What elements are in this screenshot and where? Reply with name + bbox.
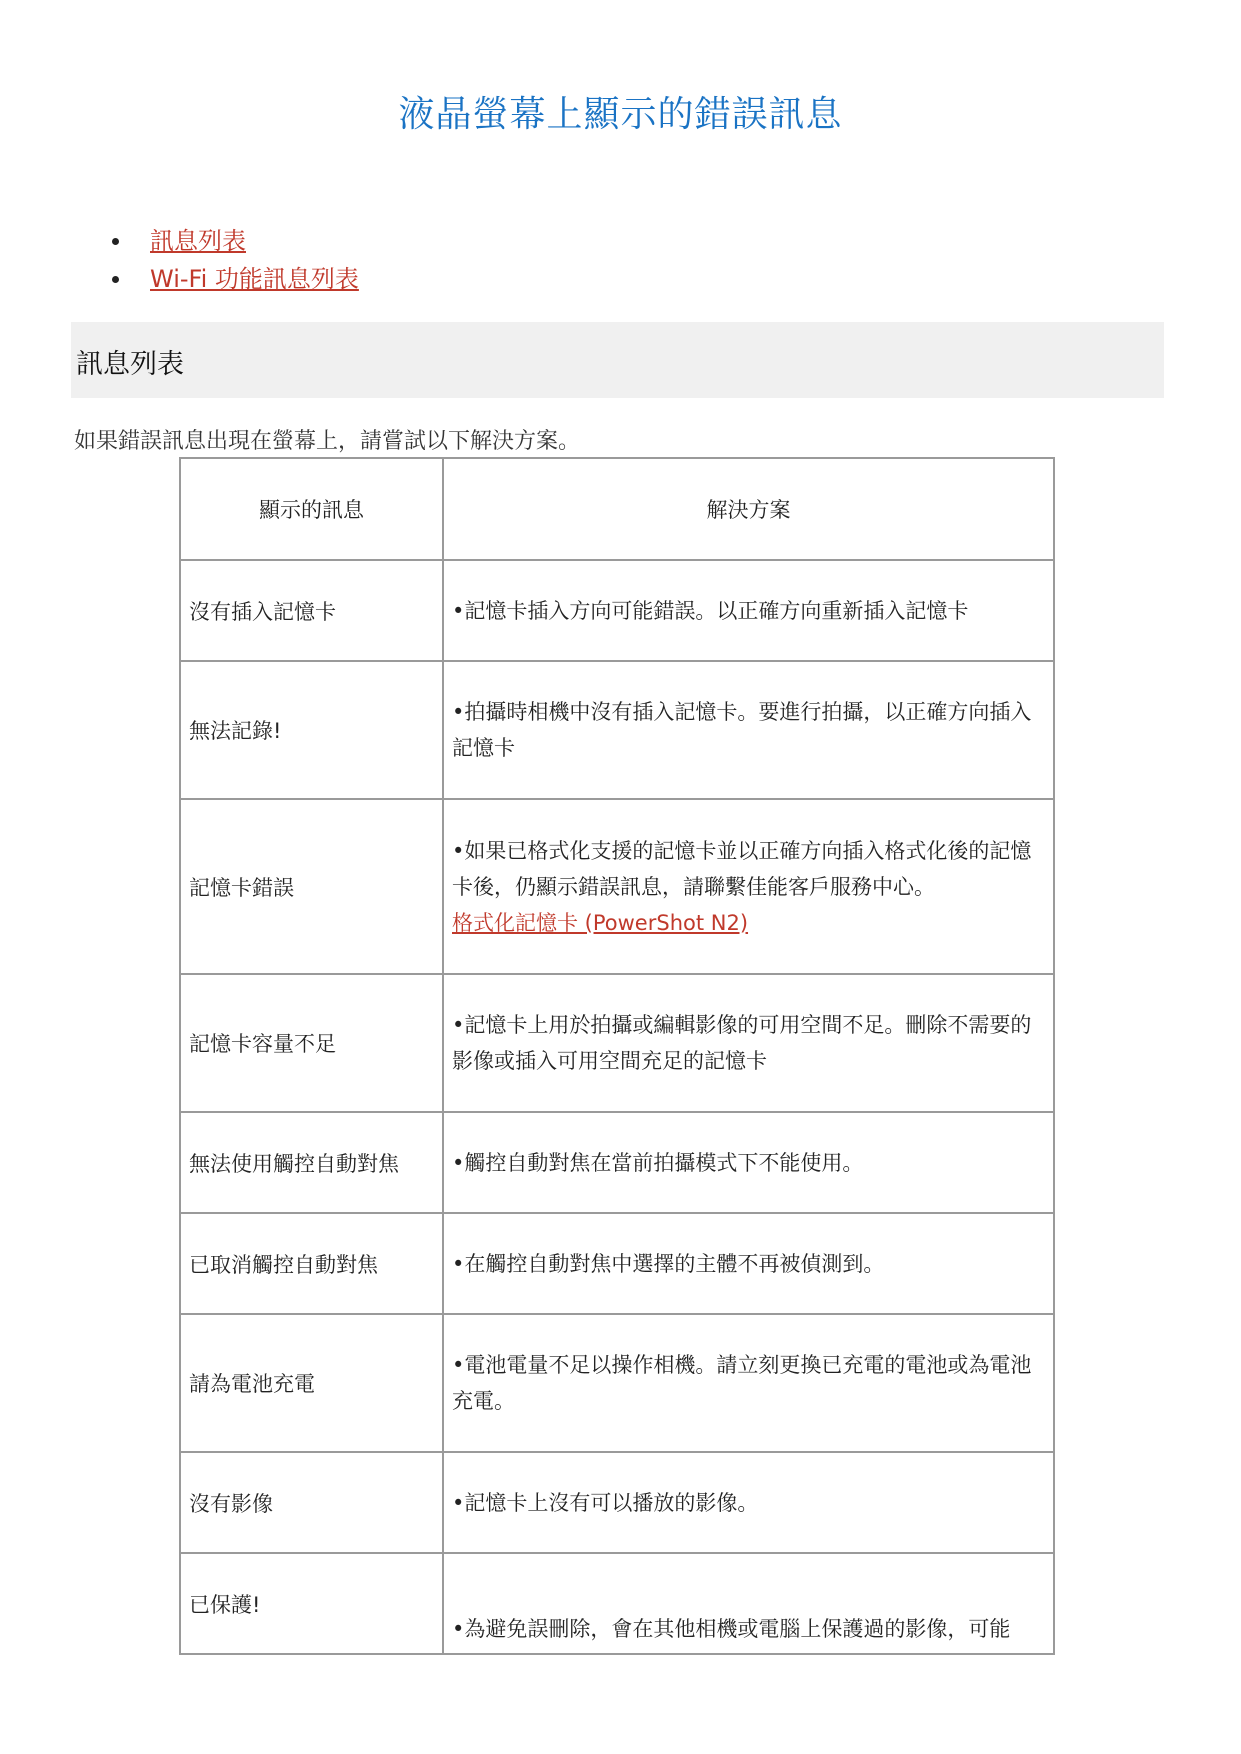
table-row xyxy=(180,1112,1054,1213)
message-cell: 已取消觸控自動對焦 xyxy=(180,1213,443,1314)
solution-cell: •記憶卡上用於拍攝或編輯影像的可用空間不足。刪除不需要的影像或插入可用空間充足的記憶卡 xyxy=(443,974,1054,1112)
table-row xyxy=(180,1314,1054,1452)
section-header xyxy=(71,322,1164,398)
page-title: 液晶螢幕上顯示的錯誤訊息 xyxy=(398,94,843,135)
table-header-row xyxy=(180,458,1054,560)
solution-text: •如果已格式化支援的記憶卡並以正確方向插入格式化後的記憶卡後，仍顯示錯誤訊息，請聯繫佳能客戶服務中心。 xyxy=(452,838,1032,899)
error-message-table xyxy=(179,457,1055,1655)
solution-cell: •記憶卡插入方向可能錯誤。以正確方向重新插入記憶卡 xyxy=(443,560,1054,661)
message-cell: 沒有影像 xyxy=(180,1452,443,1553)
toc-item xyxy=(112,260,359,298)
solution-cell: •拍攝時相機中沒有插入記憶卡。要進行拍攝，以正確方向插入記憶卡 xyxy=(443,661,1054,799)
toc-item xyxy=(112,222,359,260)
column-header-message: 顯示的訊息 xyxy=(180,458,443,560)
table-row xyxy=(180,661,1054,799)
table-of-contents xyxy=(112,222,359,298)
message-cell: 沒有插入記憶卡 xyxy=(180,560,443,661)
message-cell: 請為電池充電 xyxy=(180,1314,443,1452)
message-cell: 記憶卡錯誤 xyxy=(180,799,443,974)
table-row xyxy=(180,799,1054,974)
intro-text: 如果錯誤訊息出現在螢幕上，請嘗試以下解決方案。 xyxy=(74,429,581,454)
message-cell: 已保護! xyxy=(180,1553,443,1654)
table-row xyxy=(180,1553,1054,1654)
message-cell: 記憶卡容量不足 xyxy=(180,974,443,1112)
table-row xyxy=(180,974,1054,1112)
table-row xyxy=(180,1452,1054,1553)
section-title: 訊息列表 xyxy=(76,349,184,380)
table-row xyxy=(180,1213,1054,1314)
column-header-solution: 解決方案 xyxy=(443,458,1054,560)
solution-cell: •觸控自動對焦在當前拍攝模式下不能使用。 xyxy=(443,1112,1054,1213)
solution-cell: •在觸控自動對焦中選擇的主體不再被偵測到。 xyxy=(443,1213,1054,1314)
toc-link-wifi-message-list[interactable]: Wi-Fi 功能訊息列表 xyxy=(150,265,359,293)
format-memory-card-link[interactable]: 格式化記憶卡 (PowerShot N2) xyxy=(452,910,749,935)
message-cell: 無法使用觸控自動對焦 xyxy=(180,1112,443,1213)
message-cell: 無法記錄! xyxy=(180,661,443,799)
bullet-icon xyxy=(112,276,119,283)
toc-link-message-list[interactable]: 訊息列表 xyxy=(150,227,246,255)
solution-cell: •電池電量不足以操作相機。請立刻更換已充電的電池或為電池充電。 xyxy=(443,1314,1054,1452)
table-row xyxy=(180,560,1054,661)
bullet-icon xyxy=(112,238,119,245)
solution-cell: •為避免誤刪除，會在其他相機或電腦上保護過的影像，可能 xyxy=(443,1553,1054,1654)
solution-cell xyxy=(443,799,1054,974)
solution-cell: •記憶卡上沒有可以播放的影像。 xyxy=(443,1452,1054,1553)
